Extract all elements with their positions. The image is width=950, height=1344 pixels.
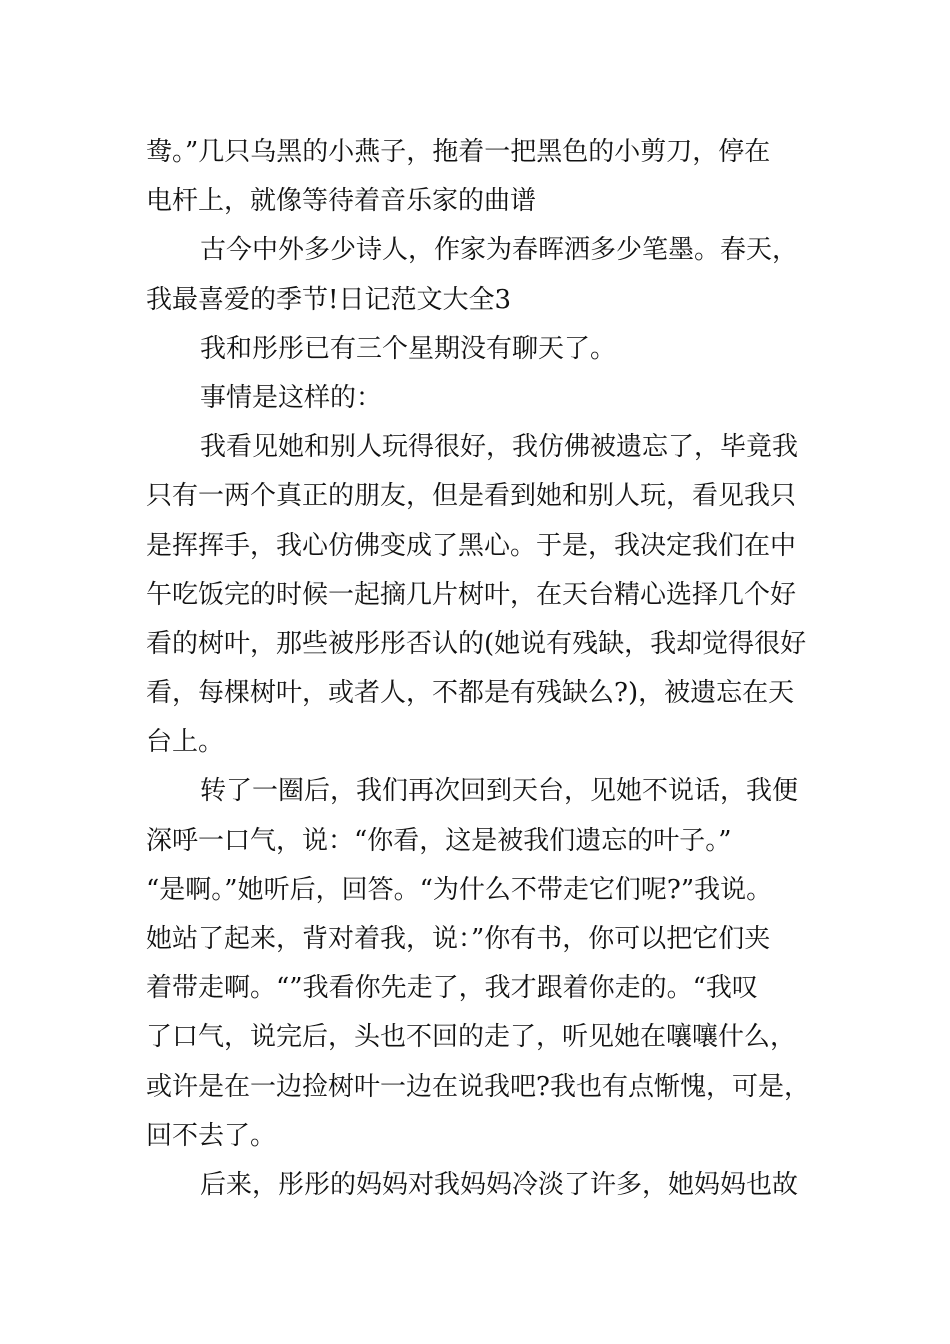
text-line: 只有一两个真正的朋友，但是看到她和别人玩，看见我只 <box>146 481 797 512</box>
text-line: 或许是在一边捡树叶一边在说我吧?我也有点惭愧，可是， <box>146 1071 810 1102</box>
text-line: 看的树叶，那些被彤彤否认的(她说有残缺，我却觉得很好 <box>146 628 807 659</box>
paragraph-start: 转了一圈后，我们再次回到天台，见她不说话，我便 <box>200 776 799 807</box>
paragraph-start: 我看见她和别人玩得很好，我仿佛被遗忘了，毕竟我 <box>200 432 799 463</box>
text-line: 电杆上，就像等待着音乐家的曲谱 <box>146 186 537 217</box>
paragraph-start: 我和彤彤已有三个星期没有聊天了。 <box>200 333 617 364</box>
text-line: “是啊。”她听后，回答。“为什么不带走它们呢?”我说。 <box>146 874 773 905</box>
text-line: 我最喜爱的季节!日记范文大全3 <box>146 284 511 315</box>
text-line: 她站了起来，背对着我，说：”你有书，你可以把它们夹 <box>146 924 771 954</box>
text-line: 午吃饭完的时候一起摘几片树叶，在天台精心选择几个好 <box>146 579 797 610</box>
text-line: 回不去了。 <box>146 1120 277 1151</box>
text-line: 是挥挥手，我心仿佛变成了黑心。于是，我决定我们在中 <box>146 530 797 561</box>
text-line: 着带走啊。“”我看你先走了，我才跟着你走的。“我叹 <box>146 973 758 1004</box>
paragraph-start: 古今中外多少诗人，作家为春晖洒多少笔墨。春天， <box>200 235 799 266</box>
text-line: 了口气，说完后，头也不回的走了，听见她在嚷嚷什么， <box>146 1022 797 1053</box>
paragraph-start: 后来，彤彤的妈妈对我妈妈冷淡了许多，她妈妈也故 <box>200 1169 799 1200</box>
text-line: 深呼一口气，说：“你看，这是被我们遗忘的叶子。” <box>146 825 732 856</box>
text-line: 台上。 <box>146 727 225 758</box>
paragraph-start: 事情是这样的： <box>200 382 383 413</box>
text-line: 鸯。”几只乌黑的小燕子，拖着一把黑色的小剪刀，停在 <box>146 137 771 167</box>
diary-text <box>146 128 826 1210</box>
text-line: 看，每棵树叶，或者人，不都是有残缺么?)，被遗忘在天 <box>146 678 795 709</box>
